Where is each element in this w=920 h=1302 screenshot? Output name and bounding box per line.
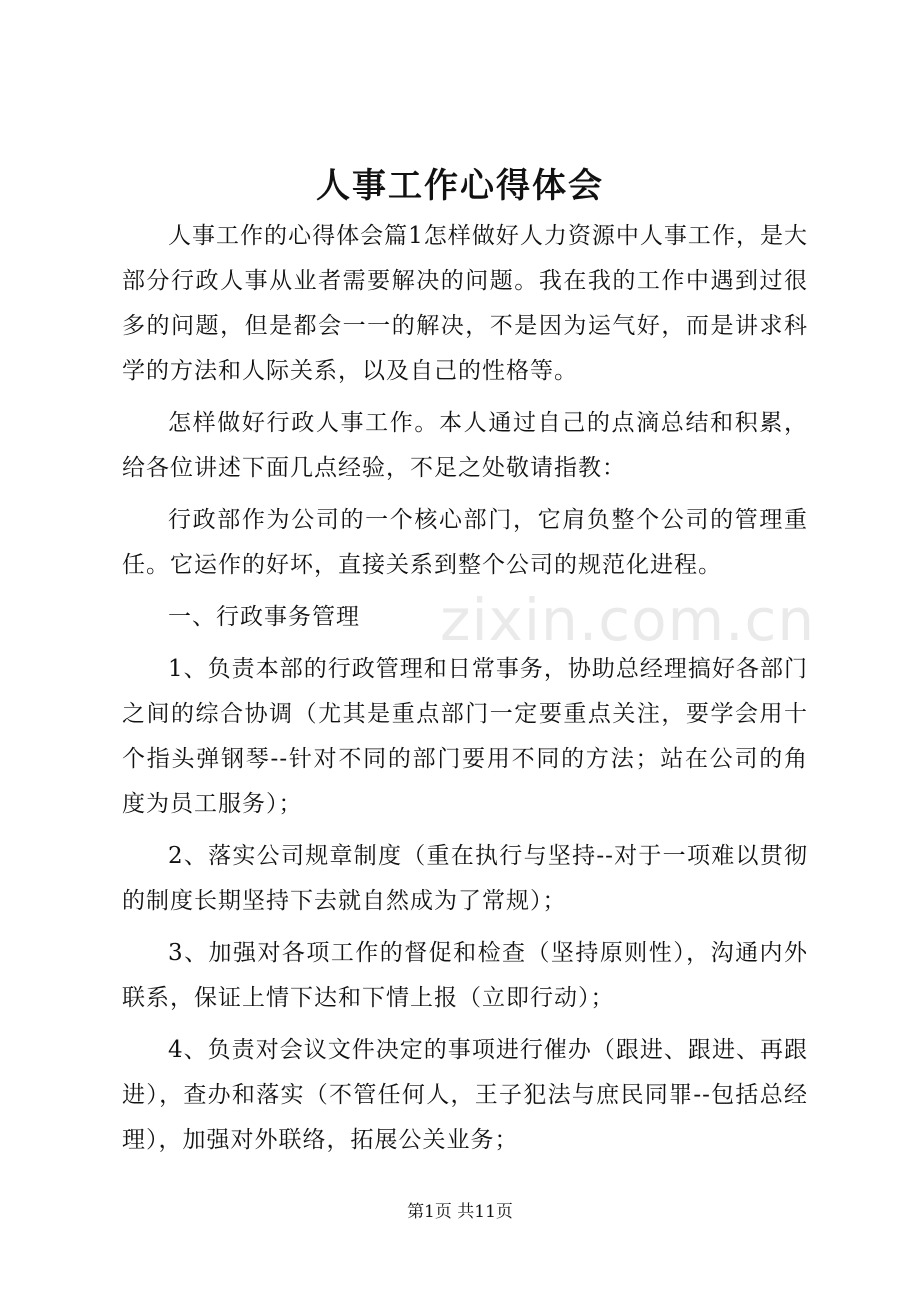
list-item-1: 1、负责本部的行政管理和日常事务，协助总经理搞好各部门之间的综合协调（尤其是重点部门一定要重点关注，要学会用十个指头弹钢琴--针对不同的部门要用不同的方法；站在公司的角度为员工服务）；	[122, 656, 808, 817]
paragraph-intro: 人事工作的心得体会篇1怎样做好人力资源中人事工作，是大部分行政人事从业者需要解决的问题。我在我的工作中遇到过很多的问题，但是都会一一的解决，不是因为运气好，而是讲求科学的方法和人际关系，以及自己的性格等。	[122, 223, 808, 384]
paragraph-admin-role: 行政部作为公司的一个核心部门，它肩负整个公司的管理重任。它运作的好坏，直接关系到整个公司的规范化进程。	[122, 507, 808, 578]
list-item-4: 4、负责对会议文件决定的事项进行催办（跟进、跟进、再跟进），查办和落实（不管任何人，王子犯法与庶民同罪--包括总经理），加强对外联络，拓展公关业务；	[122, 1037, 808, 1153]
list-item-2: 2、落实公司规章制度（重在执行与坚持--对于一项难以贯彻的制度长期坚持下去就自然成为了常规）；	[122, 843, 808, 914]
document-title: 人事工作心得体会	[316, 166, 604, 206]
document-body	[122, 214, 808, 1170]
list-item-3: 3、加强对各项工作的督促和检查（坚持原则性），沟通内外联系，保证上情下达和下情上报（立即行动）；	[122, 940, 808, 1011]
paragraph-experience: 怎样做好行政人事工作。本人通过自己的点滴总结和积累，给各位讲述下面几点经验，不足之处敬请指教：	[122, 410, 808, 481]
watermark: zixin.com.cn	[440, 586, 816, 654]
page-footer: 第1页 共11页	[407, 1202, 513, 1222]
section-heading: 一、行政事务管理	[168, 604, 360, 630]
